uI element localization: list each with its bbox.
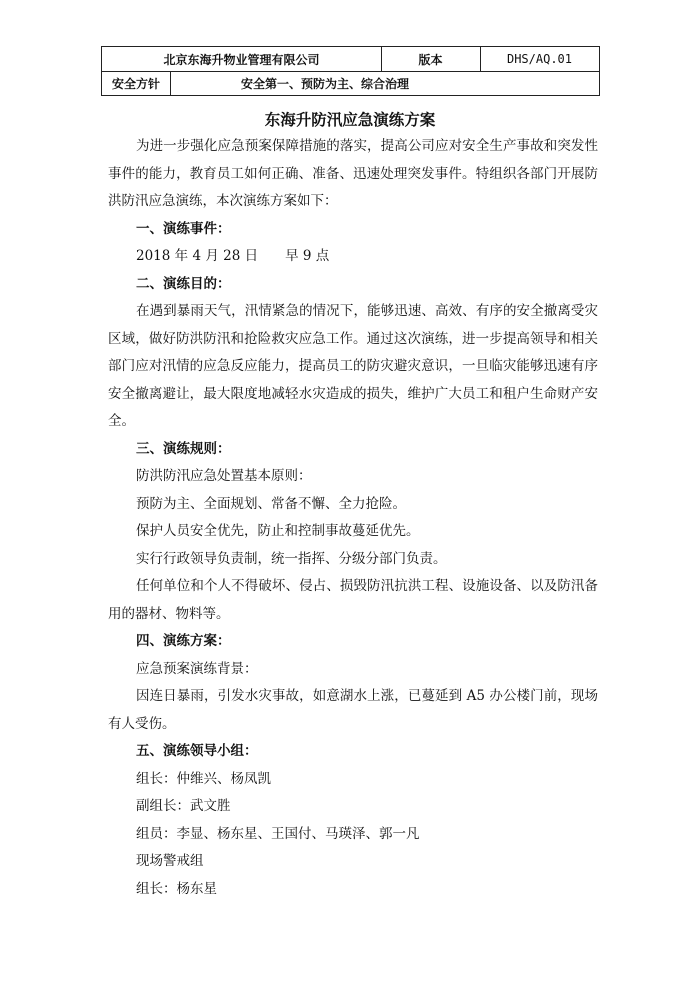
section-heading: 一、演练事件： — [136, 221, 231, 237]
company-name: 北京东海升物业管理有限公司 — [163, 52, 320, 67]
rule-line: 实行行政领导负责制，统一指挥、分级分部门负责。 — [136, 551, 447, 567]
section-heading: 五、演练领导小组： — [136, 743, 258, 759]
section-heading: 四、演练方案： — [136, 633, 231, 649]
document-header-table — [101, 46, 600, 96]
team-line: 副组长：武文胜 — [136, 798, 231, 814]
purpose-paragraph: 在遇到暴雨天气，汛情紧急的情况下，能够迅速、高效、有序的安全撤离受灾区域，做好防洪防汛和抢险救灾应急工作。通过这次演练，进一步提高领导和相关部门应对汛情的应急反应能力，提高员工的防灾避灾意识，一旦临灾能够迅速有序安全撤离避让，最大限度地减轻水灾造成的损失，维护广大员工和租户生命财产安全。 — [108, 303, 598, 429]
team-line: 组长：仲维兴、杨凤凯 — [136, 771, 271, 787]
document-title: 东海升防汛应急演练方案 — [264, 111, 436, 129]
section-heading: 二、演练目的： — [136, 276, 231, 292]
policy-label: 安全方针 — [111, 77, 160, 91]
drill-time: 2018 年 4 月 28 日 早 9 点 — [136, 248, 330, 264]
rule-line: 保护人员安全优先，防止和控制事故蔓延优先。 — [136, 523, 420, 539]
policy-value: 安全第一、预防为主、综合治理 — [240, 77, 409, 91]
scenario-paragraph: 因连日暴雨，引发水灾事故，如意湖水上涨，已蔓延到 A5 办公楼门前，现场有人受伤。 — [108, 688, 598, 732]
version-value: DHS/AQ.01 — [506, 52, 573, 66]
rule-line: 防洪防汛应急处置基本原则： — [136, 468, 312, 484]
version-label: 版本 — [418, 52, 443, 67]
rule-paragraph: 任何单位和个人不得破坏、侵占、损毁防汛抗洪工程、设施设备、以及防汛备用的器材、物料等。 — [108, 578, 598, 622]
rule-line: 预防为主、全面规划、常备不懈、全力抢险。 — [136, 496, 406, 512]
section-heading: 三、演练规则： — [136, 441, 231, 457]
team-line: 组长：杨东星 — [136, 881, 217, 897]
team-line: 现场警戒组 — [136, 853, 204, 869]
team-line: 组员：李显、杨东星、王国付、马瑛泽、郭一凡 — [136, 826, 420, 842]
intro-paragraph: 为进一步强化应急预案保障措施的落实，提高公司应对安全生产事故和突发性事件的能力，教育员工如何正确、准备、迅速处理突发事件。特组织各部门开展防洪防汛应急演练，本次演练方案如下： — [108, 138, 598, 209]
scenario-label: 应急预案演练背景： — [136, 661, 258, 677]
